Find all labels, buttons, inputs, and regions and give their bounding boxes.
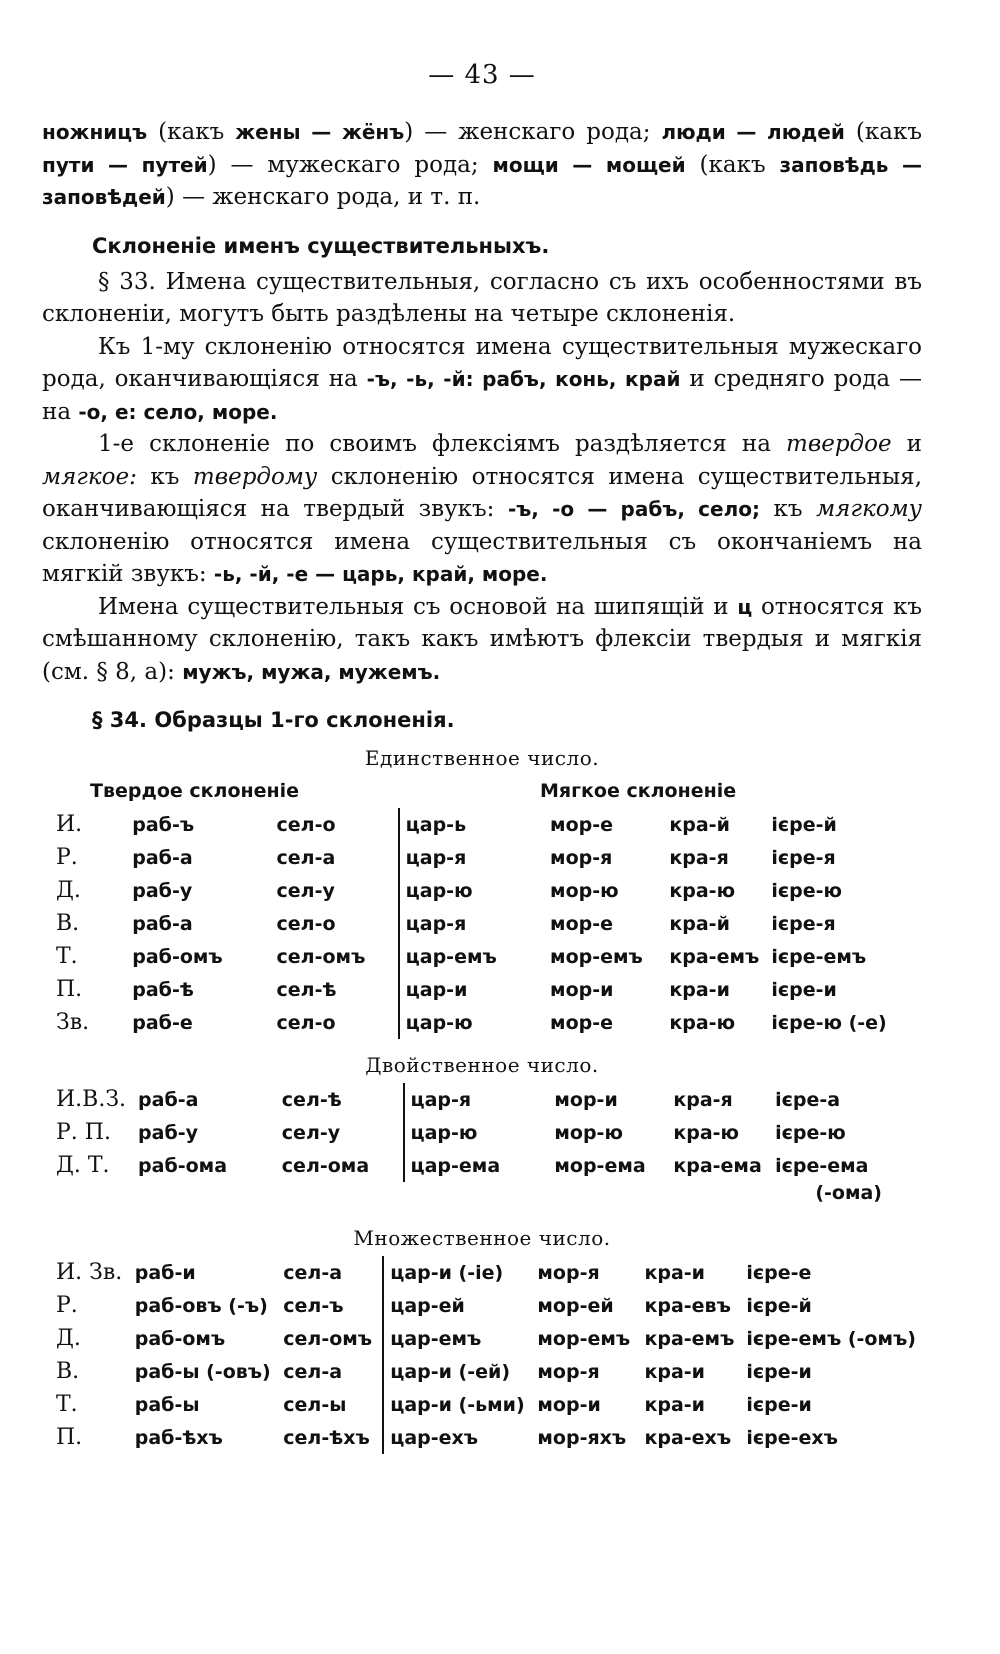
dual-note: (-ома)	[815, 1182, 882, 1204]
declension-row	[50, 874, 922, 907]
word-form: ієре-а	[775, 1088, 841, 1111]
text-run: Имена существительныя съ основой на шипящій и	[98, 593, 738, 620]
declension-type-headers	[42, 776, 922, 808]
word-form: кра-и	[644, 1360, 705, 1383]
text-run: ) — мужескаго рода;	[207, 151, 493, 178]
case-label: В.	[56, 1359, 80, 1384]
word-form: сел-ѣ	[281, 1088, 342, 1111]
declension-row	[50, 1006, 922, 1039]
word-form: цар-я	[404, 1083, 549, 1116]
page-number: — 43 —	[428, 60, 536, 90]
word-form: кра-ю	[669, 879, 736, 902]
case-label: И.	[56, 812, 83, 837]
word-form: сел-ѣ	[276, 978, 337, 1001]
word-form: сел-о	[276, 813, 336, 836]
cs-word: -ъ, -о — рабъ, село;	[507, 497, 760, 521]
word-form: сел-ъ	[283, 1294, 344, 1317]
declension-row	[50, 1083, 922, 1116]
text-run: относятся къ смѣшанному склоненію, такъ какъ имѣютъ флексіи твердыя и мягкія (см. § 8, а):	[42, 593, 922, 685]
word-form: раб-и	[134, 1261, 196, 1284]
text-run: ) — женскаго рода;	[404, 119, 662, 145]
word-form: кра-й	[669, 912, 730, 935]
word-form: ієре-ехъ	[746, 1426, 838, 1449]
italic-term: твердому	[192, 463, 318, 490]
case-label: Р.	[56, 1293, 78, 1318]
case-label: Д. Т.	[56, 1153, 110, 1178]
word-form: сел-ѣхъ	[283, 1426, 370, 1449]
paragraph-33: § 33. Имена существительныя, согласно съ ихъ особенностями въ склоненіи, могутъ быть раздѣлены на четыре склоненія.	[42, 268, 922, 327]
word-form: кра-ема	[673, 1154, 762, 1177]
word-form: сел-а	[283, 1261, 343, 1284]
text-run: склоненію относятся имена существительныя, оканчивающіяся на твердый звукъ:	[42, 463, 923, 522]
singular-table	[50, 808, 922, 1039]
word-form: цар-и (-ьми)	[383, 1388, 531, 1421]
word-form: кра-ехъ	[644, 1426, 732, 1449]
word-form: раб-у	[132, 879, 193, 902]
word-form: мор-ей	[537, 1294, 614, 1317]
word-form: ієре-и	[771, 978, 837, 1001]
plural-table	[50, 1256, 922, 1454]
text-run: 1-е склоненіе по своимъ флексіямъ раздѣляется на	[98, 431, 787, 457]
cs-word: ц	[737, 594, 753, 619]
italic-term: твердое	[786, 431, 892, 457]
case-label: И. Зв.	[56, 1260, 123, 1285]
case-label: П.	[56, 1425, 83, 1450]
word-form: цар-емъ	[383, 1322, 531, 1355]
declension-row	[50, 907, 922, 940]
word-form: цар-и	[399, 973, 544, 1006]
word-form: цар-ехъ	[383, 1421, 531, 1454]
word-form: раб-ы	[134, 1393, 200, 1416]
case-label: П.	[56, 977, 83, 1002]
word-form: сел-а	[283, 1360, 343, 1383]
word-form: мор-я	[537, 1261, 600, 1284]
word-form: раб-а	[132, 912, 193, 935]
text-run: склоненію относятся имена существительныя съ окончаніемъ на мягкій звукъ:	[42, 528, 922, 587]
cs-word: заповѣдь — заповѣдей	[42, 152, 922, 209]
word-form: цар-ей	[383, 1289, 531, 1322]
word-form: кра-и	[644, 1393, 705, 1416]
word-form: раб-у	[138, 1121, 199, 1144]
word-form: мор-е	[550, 813, 614, 836]
word-form: раб-ъ	[132, 813, 195, 836]
word-form: цар-я	[399, 841, 544, 874]
case-label: Т.	[56, 944, 78, 969]
word-form: мор-емъ	[550, 945, 643, 968]
word-form: сел-о	[276, 1011, 336, 1034]
case-label: Р. П.	[56, 1120, 111, 1145]
word-form: сел-у	[281, 1121, 341, 1144]
cs-word: пути — путей	[42, 152, 208, 177]
case-label: В.	[56, 911, 80, 936]
word-form: раб-омъ	[134, 1327, 226, 1350]
cs-word: мужъ, мужа, мужемъ.	[182, 659, 441, 684]
intro-paragraph	[42, 116, 922, 214]
singular-title: Единственное число.	[364, 746, 600, 770]
word-form: сел-омъ	[283, 1327, 373, 1350]
word-form: сел-омъ	[276, 945, 366, 968]
word-form: сел-у	[276, 879, 335, 902]
word-form: раб-ы (-овъ)	[134, 1360, 271, 1383]
word-form: кра-евъ	[644, 1294, 731, 1317]
declension-row	[50, 1116, 922, 1149]
word-form: ієре-е	[746, 1261, 812, 1284]
word-form: ієре-ема	[775, 1154, 869, 1177]
paragraph-first-declension	[42, 331, 922, 429]
word-form: ієре-й	[746, 1294, 812, 1317]
section-34-heading: § 34. Образцы 1-го склоненія.	[92, 708, 455, 732]
word-form: раб-ѣхъ	[134, 1426, 223, 1449]
case-label: Т.	[56, 1392, 78, 1417]
word-form: мор-емъ	[537, 1327, 631, 1350]
word-form: кра-емъ	[669, 945, 760, 968]
soft-declension-header: Мягкое склоненіе	[540, 780, 737, 802]
word-form: кра-и	[669, 978, 730, 1001]
word-form: раб-а	[132, 846, 193, 869]
cs-word: -о, е: село, море.	[78, 399, 278, 424]
word-form: мор-ема	[554, 1154, 646, 1177]
word-form: ієре-й	[771, 813, 837, 836]
word-form: кра-я	[673, 1088, 733, 1111]
dual-table	[50, 1083, 922, 1182]
word-form: мор-я	[550, 846, 613, 869]
cs-word: мощи — мощей	[492, 152, 686, 177]
paragraph-mixed	[42, 591, 922, 689]
word-form: цар-и (-ей)	[383, 1355, 531, 1388]
word-form: раб-а	[138, 1088, 199, 1111]
case-label: Зв.	[56, 1010, 90, 1035]
word-form: раб-овъ (-ъ)	[134, 1294, 268, 1317]
word-form: ієре-ю (-е)	[771, 1011, 887, 1034]
italic-term: мягкое:	[42, 463, 137, 490]
word-form: кра-ю	[669, 1011, 736, 1034]
plural-title: Множественное число.	[353, 1226, 611, 1250]
text-run: и	[891, 431, 923, 457]
word-form: сел-ома	[281, 1154, 370, 1177]
text-run: (какъ	[685, 151, 780, 178]
word-form: мор-и	[537, 1393, 601, 1416]
declension-row	[50, 841, 922, 874]
declension-row	[50, 1322, 922, 1355]
word-form: цар-емъ	[399, 940, 544, 973]
word-form: ієре-ю	[775, 1121, 846, 1144]
cs-word: ножницъ	[42, 120, 148, 144]
word-form: мор-и	[554, 1088, 618, 1111]
word-form: сел-о	[276, 912, 336, 935]
word-form: ієре-я	[771, 846, 836, 869]
word-form: кра-емъ	[644, 1327, 735, 1350]
word-form: мор-яхъ	[537, 1426, 627, 1449]
word-form: ієре-емъ (-омъ)	[746, 1327, 916, 1350]
case-label: Р.	[56, 845, 78, 870]
declension-row	[50, 1388, 922, 1421]
word-form: мор-и	[550, 978, 614, 1001]
word-form: кра-и	[644, 1261, 705, 1284]
paragraph-hard-soft	[42, 428, 922, 591]
word-form: раб-е	[132, 1011, 193, 1034]
word-form: мор-е	[550, 912, 614, 935]
cs-word: жены — жёнъ	[235, 120, 405, 144]
word-form: раб-ѣ	[132, 978, 194, 1001]
word-form: раб-ома	[138, 1154, 228, 1177]
text-run: (какъ	[855, 119, 922, 145]
word-form: мор-ю	[550, 879, 619, 902]
word-form: цар-ю	[399, 874, 544, 907]
word-form: раб-омъ	[132, 945, 223, 968]
declension-row	[50, 973, 922, 1006]
cs-word: -ъ, -ь, -й: рабъ, конь, край	[366, 367, 681, 391]
word-form: сел-а	[276, 846, 336, 869]
italic-term: мягкому	[816, 496, 923, 522]
declension-row	[50, 1256, 922, 1289]
case-label: Д.	[56, 1326, 81, 1351]
case-label: И.В.З.	[56, 1087, 127, 1112]
declension-row	[50, 940, 922, 973]
word-form: кра-ю	[673, 1121, 740, 1144]
text-run: къ	[136, 463, 193, 490]
word-form: ієре-и	[746, 1393, 812, 1416]
word-form: мор-е	[550, 1011, 614, 1034]
text-run: къ	[759, 496, 817, 522]
word-form: мор-я	[537, 1360, 600, 1383]
hard-declension-header: Твердое склоненіе	[90, 780, 300, 802]
cs-word: -ь, -й, -е — царь, край, море.	[213, 562, 548, 586]
word-form: ієре-и	[746, 1360, 812, 1383]
declension-row	[50, 1421, 922, 1454]
word-form: цар-ь	[399, 808, 544, 841]
dual-title: Двойственное число.	[365, 1053, 599, 1077]
word-form: цар-и (-іе)	[383, 1256, 531, 1289]
page	[42, 60, 922, 1454]
word-form: цар-ю	[399, 1006, 544, 1039]
word-form: цар-я	[399, 907, 544, 940]
declension-row	[50, 1355, 922, 1388]
cs-word: люди — людей	[661, 120, 845, 144]
word-form: мор-ю	[554, 1121, 623, 1144]
word-form: ієре-ю	[771, 879, 842, 902]
declension-row	[50, 1149, 922, 1182]
declension-row	[50, 808, 922, 841]
text-run: Къ 1-му склоненію относятся имена существительныя мужескаго рода, оканчивающіяся на	[42, 333, 922, 392]
text-run: ) — женскаго рода, и т. п.	[165, 184, 481, 210]
word-form: цар-ема	[404, 1149, 549, 1182]
word-form: ієре-я	[771, 912, 836, 935]
word-form: кра-я	[669, 846, 729, 869]
word-form: сел-ы	[283, 1393, 347, 1416]
text-run: (какъ	[147, 119, 236, 145]
declension-row	[50, 1289, 922, 1322]
text-run: и средняго рода — на	[42, 366, 923, 425]
section-heading: Склоненіе именъ существительныхъ.	[92, 233, 550, 258]
word-form: кра-й	[669, 813, 730, 836]
case-label: Д.	[56, 878, 81, 903]
word-form: ієре-емъ	[771, 945, 867, 968]
word-form: цар-ю	[404, 1116, 549, 1149]
